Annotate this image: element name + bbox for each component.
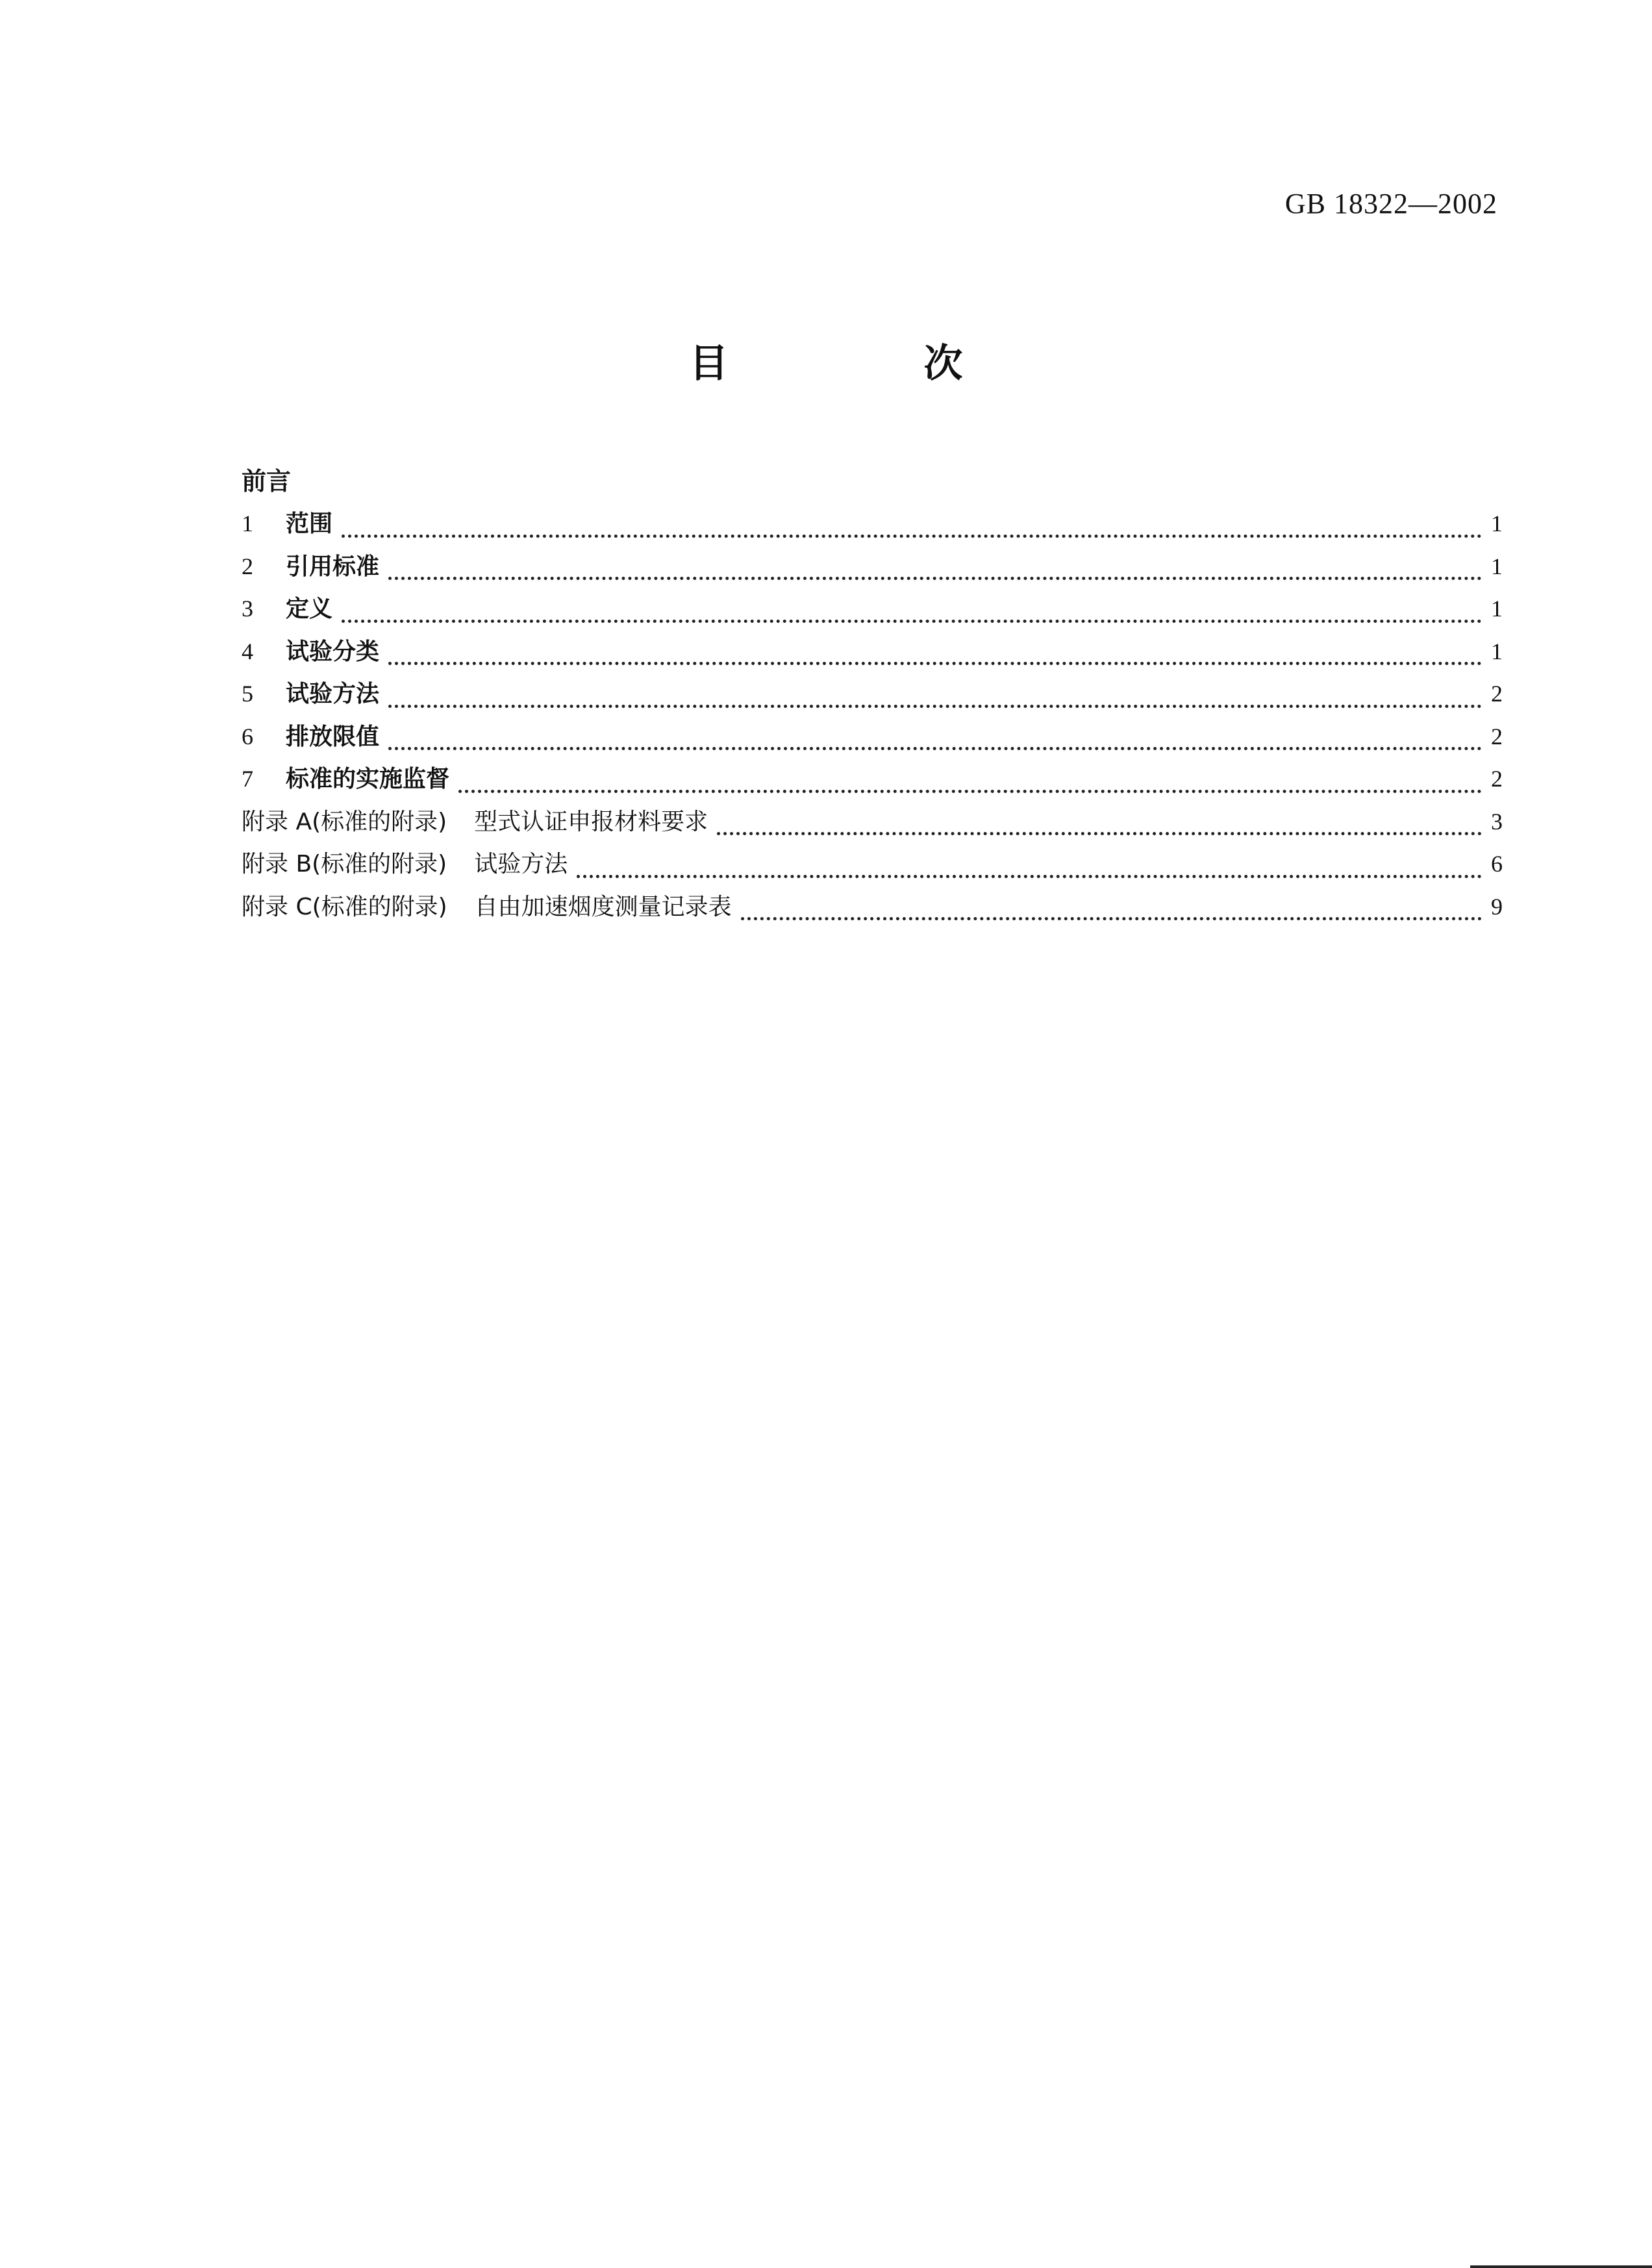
toc-preface: 前言 (242, 467, 292, 496)
toc-item-page: 2 (1491, 681, 1503, 707)
toc-item-label: 引用标准 (286, 553, 380, 580)
toc-annex-entry (242, 843, 577, 886)
toc-item-page: 2 (1491, 766, 1503, 792)
dot-leader (388, 705, 1482, 708)
toc-item-number: 7 (242, 766, 253, 792)
toc-item-number: 5 (242, 681, 253, 707)
toc-annex-page: 3 (1491, 808, 1503, 835)
toc-item (242, 588, 1503, 631)
toc-annex-item (242, 801, 1503, 844)
toc-item-page: 1 (1491, 638, 1503, 664)
toc-item (242, 716, 1503, 759)
dot-leader (388, 577, 1482, 580)
toc-item-label: 范围 (286, 510, 333, 537)
toc-item-label: 试验方法 (286, 681, 380, 707)
toc-item (242, 631, 1503, 674)
toc-title: 目 次 (689, 341, 1054, 386)
toc-item-number: 4 (242, 638, 253, 664)
toc-item (242, 503, 1503, 546)
dot-leader (577, 875, 1482, 878)
toc-item-label: 试验分类 (286, 638, 380, 665)
toc-annex-item (242, 843, 1503, 886)
toc-item-label: 标准的实施监督 (286, 766, 450, 792)
toc-annex-entry (242, 801, 717, 844)
footer-rule (1470, 2265, 1652, 2268)
toc-annex-label: 试验方法 (474, 851, 568, 877)
toc-item-page: 2 (1491, 723, 1503, 750)
table-of-contents (242, 460, 1503, 928)
dot-leader (741, 917, 1482, 920)
toc-item-label: 定义 (286, 596, 333, 622)
toc-annex-prefix: 附录 B(标准的附录) (242, 851, 447, 877)
toc-annex-page: 6 (1491, 851, 1503, 877)
toc-item-page: 1 (1491, 596, 1503, 622)
toc-annex-item (242, 886, 1503, 929)
toc-item-number: 3 (242, 596, 253, 622)
toc-item (242, 546, 1503, 588)
dot-leader (458, 790, 1482, 793)
dot-leader (388, 747, 1482, 750)
toc-item-page: 1 (1491, 553, 1503, 579)
toc-item (242, 758, 1503, 801)
toc-item (242, 673, 1503, 716)
dot-leader (717, 832, 1482, 835)
toc-item-number: 6 (242, 723, 253, 750)
dot-leader (388, 662, 1482, 665)
standard-number: GB 18322—2002 (1284, 188, 1497, 220)
toc-item-label: 排放限值 (286, 723, 380, 750)
dot-leader (342, 535, 1482, 538)
toc-annex-prefix: 附录 A(标准的附录) (242, 808, 447, 835)
toc-annex-page: 9 (1491, 893, 1503, 920)
dot-leader (342, 620, 1482, 623)
toc-item-number: 1 (242, 510, 253, 536)
toc-annex-label: 自由加速烟度测量记录表 (474, 893, 732, 920)
toc-item-page: 1 (1491, 510, 1503, 536)
toc-annex-label: 型式认证申报材料要求 (474, 808, 708, 835)
toc-annex-prefix: 附录 C(标准的附录) (242, 893, 447, 920)
toc-annex-entry (242, 886, 741, 929)
toc-item-number: 2 (242, 553, 253, 579)
